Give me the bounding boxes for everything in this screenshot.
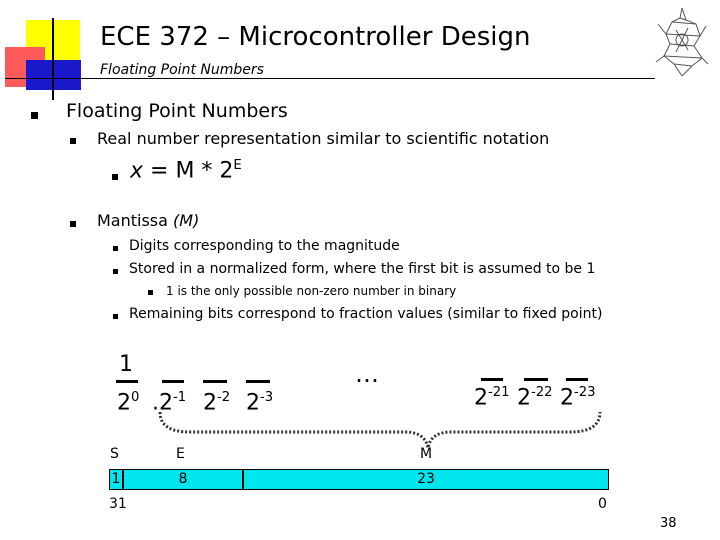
mantissa-field: 23: [243, 469, 609, 490]
digit-underline: [162, 380, 184, 383]
mantissa-label: M: [420, 446, 433, 462]
logo-icon: [652, 4, 712, 80]
digit-underline: [481, 378, 503, 381]
page-number: 38: [660, 516, 677, 531]
bullet: [113, 314, 118, 319]
digit-underline: [246, 380, 270, 383]
sub-point: 1 is the only possible non-zero number in binary: [166, 284, 457, 298]
digit-underline: [116, 380, 138, 383]
sign-label: S: [110, 446, 119, 462]
header-divider: [5, 78, 655, 79]
power-label: $2^{-23}$: [560, 385, 596, 411]
power-label: $2^0$: [117, 390, 140, 416]
power-label: $2^{-21}$: [474, 385, 510, 411]
bullet: [70, 138, 76, 144]
remaining-point: Remaining bits correspond to fraction values (similar to fixed point): [129, 306, 603, 322]
formula: $x = M * 2^E$: [130, 158, 242, 184]
mantissa-point: Digits corresponding to the magnitude: [129, 238, 400, 254]
mantissa-heading: Mantissa (M): [97, 211, 200, 230]
power-label: $2^{-22}$: [517, 385, 553, 411]
power-label: $2^{-2}$: [203, 390, 231, 416]
sign-field: 1: [109, 469, 123, 490]
bullet: [113, 269, 118, 274]
bullet: [113, 246, 118, 251]
mantissa-point: Stored in a normalized form, where the first bit is assumed to be 1: [129, 261, 596, 277]
bit-index-left: 31: [109, 496, 127, 512]
slide-title: ECE 372 – Microcontroller Design: [100, 22, 531, 52]
bit-index-right: 0: [598, 496, 607, 512]
ellipsis: …: [355, 360, 379, 388]
exponent-field: 8: [123, 469, 243, 490]
mantissa-brace: [150, 408, 610, 454]
digit-underline: [203, 380, 227, 383]
header-decor-line: [52, 18, 54, 100]
main-heading: Floating Point Numbers: [66, 100, 288, 122]
exponent-label: E: [176, 446, 185, 462]
slide-subtitle: Floating Point Numbers: [100, 62, 264, 78]
bullet: [148, 290, 153, 295]
power-label: $.2^{-1}$: [152, 390, 187, 416]
leading-one: 1: [119, 352, 133, 377]
bullet-text: Real number representation similar to scientific notation: [97, 129, 550, 148]
bullet: [112, 174, 118, 180]
digit-underline: [524, 378, 548, 381]
bullet: [31, 112, 38, 119]
bullet: [70, 221, 76, 227]
digit-underline: [566, 378, 588, 381]
power-label: $2^{-3}$: [246, 390, 274, 416]
